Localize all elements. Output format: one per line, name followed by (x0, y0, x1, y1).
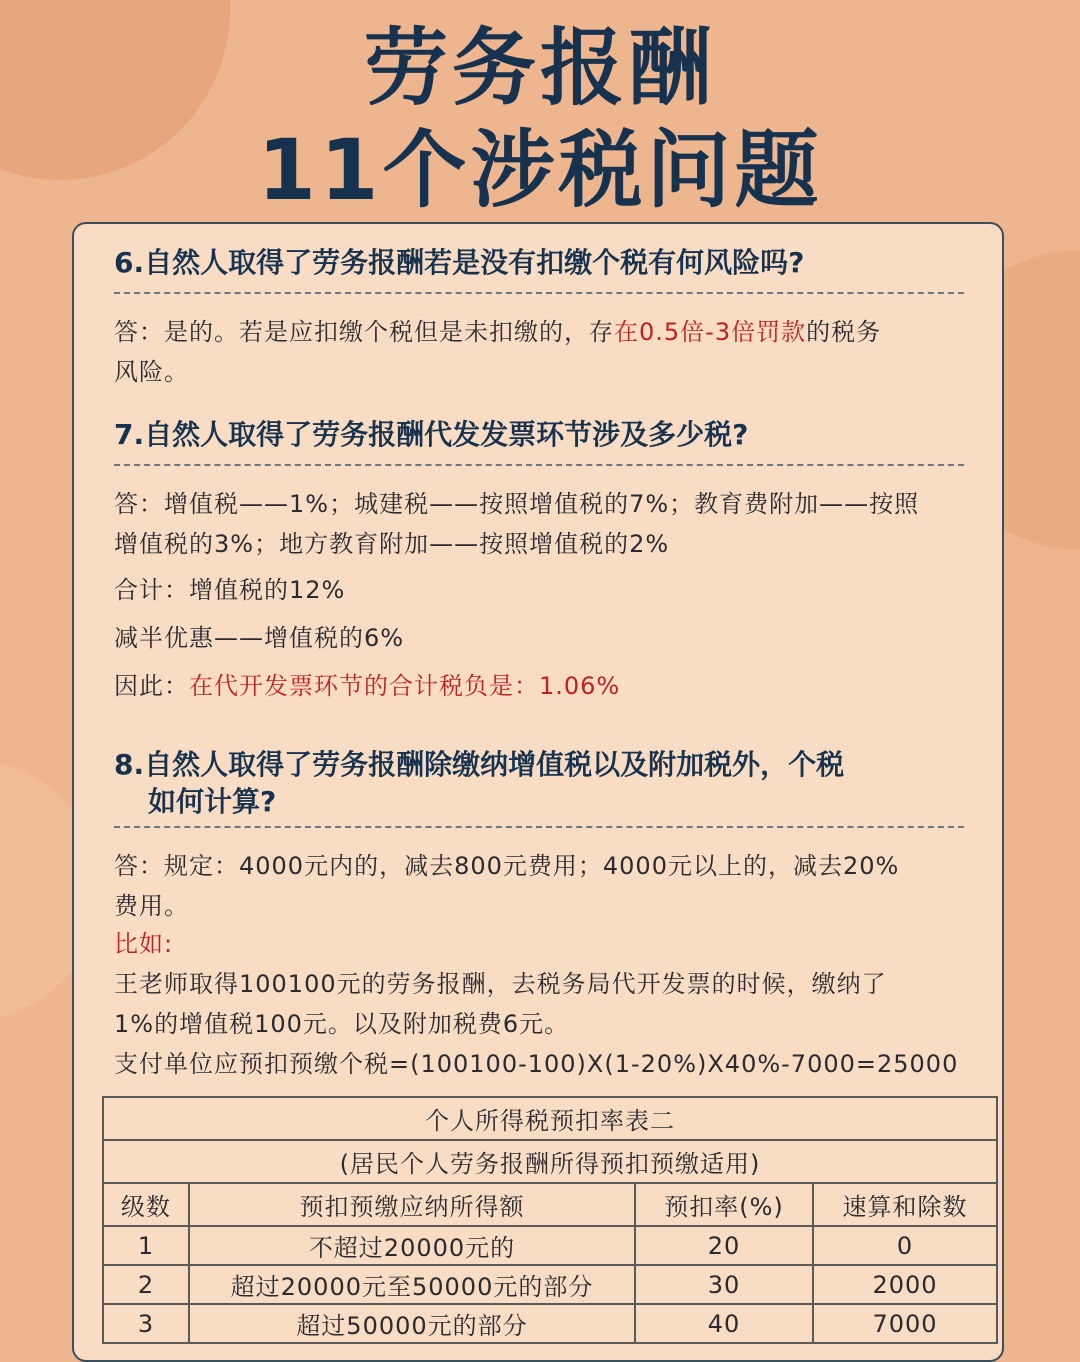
table-cell: 2000 (813, 1265, 997, 1304)
answer-6 (114, 312, 984, 392)
divider (114, 464, 964, 466)
table-row (103, 1304, 997, 1343)
table-cell: 2 (103, 1265, 189, 1304)
table-header-cell: 速算和除数 (813, 1183, 997, 1226)
divider (114, 292, 964, 294)
table-header-cell: 预扣预缴应纳所得额 (189, 1183, 635, 1226)
table-header-cell: 预扣率(%) (635, 1183, 813, 1226)
answer-7-discount: 减半优惠——增值税的6% (114, 624, 405, 652)
answer-6-text-line2: 风险。 (114, 358, 189, 386)
answer-8-rule-line2: 费用。 (114, 892, 189, 920)
answer-6-highlight: 在0.5倍-3倍罚款 (614, 318, 807, 346)
conclusion-highlight: 在代开发票环节的合计税负是：1.06% (189, 672, 621, 700)
tax-rate-table (102, 1096, 998, 1344)
table-cell: 3 (103, 1304, 189, 1343)
table-cell: 40 (635, 1304, 813, 1343)
content-card (72, 222, 1004, 1362)
page-title-line2: 11个涉税问题 (257, 121, 823, 219)
question-8 (114, 746, 974, 820)
answer-8-example (114, 924, 984, 1084)
divider (114, 826, 964, 828)
example-formula: 支付单位应预扣预缴个税=(100100-100)X(1-20%)X40%-7000=25000 (114, 1050, 959, 1078)
answer-8-rule-line1: 答：规定：4000元内的，减去800元费用；4000元以上的，减去20% (114, 852, 900, 880)
table-cell: 20 (635, 1226, 813, 1265)
question-8-line1: 8.自然人取得了劳务报酬除缴纳增值税以及附加税外，个税 (114, 748, 845, 781)
table-cell: 30 (635, 1265, 813, 1304)
table-header-cell: 级数 (103, 1183, 189, 1226)
conclusion-prefix: 因此： (114, 672, 189, 700)
example-line2: 1%的增值税100元。以及附加税费6元。 (114, 1010, 570, 1038)
table-subtitle: (居民个人劳务报酬所得预扣预缴适用) (103, 1140, 997, 1183)
page-title-line1: 劳务报酬 (363, 19, 716, 117)
example-line1: 王老师取得100100元的劳务报酬，去税务局代开发票的时候，缴纳了 (114, 970, 887, 998)
table-cell: 0 (813, 1226, 997, 1265)
question-6: 6.自然人取得了劳务报酬若是没有扣缴个税有何风险吗? (114, 246, 805, 279)
example-label: 比如: (114, 930, 174, 958)
answer-8-rule (114, 846, 984, 926)
answer-7-conclusion (114, 666, 984, 706)
table-cell: 7000 (813, 1304, 997, 1343)
table-row (103, 1265, 997, 1304)
table-cell: 1 (103, 1226, 189, 1265)
answer-7-line1: 答：增值税——1%；城建税——按照增值税的7%；教育费附加——按照 (114, 490, 920, 518)
table-title: 个人所得税预扣率表二 (103, 1097, 997, 1140)
table-row (103, 1226, 997, 1265)
table-header-row (103, 1183, 997, 1226)
table-cell: 超过50000元的部分 (189, 1304, 635, 1343)
table-cell: 超过20000元至50000元的部分 (189, 1265, 635, 1304)
answer-7-total: 合计：增值税的12% (114, 576, 346, 604)
answer-6-text-end: 的税务 (806, 318, 882, 346)
answer-6-text: 答：是的。若是应扣缴个税但是未扣缴的，存 (114, 318, 614, 346)
question-8-line2: 如何计算? (148, 785, 277, 818)
answer-7 (114, 484, 984, 564)
question-7: 7.自然人取得了劳务报酬代发发票环节涉及多少税? (114, 418, 749, 451)
answer-7-line2: 增值税的3%；地方教育附加——按照增值税的2% (114, 530, 670, 558)
table-cell: 不超过20000元的 (189, 1226, 635, 1265)
